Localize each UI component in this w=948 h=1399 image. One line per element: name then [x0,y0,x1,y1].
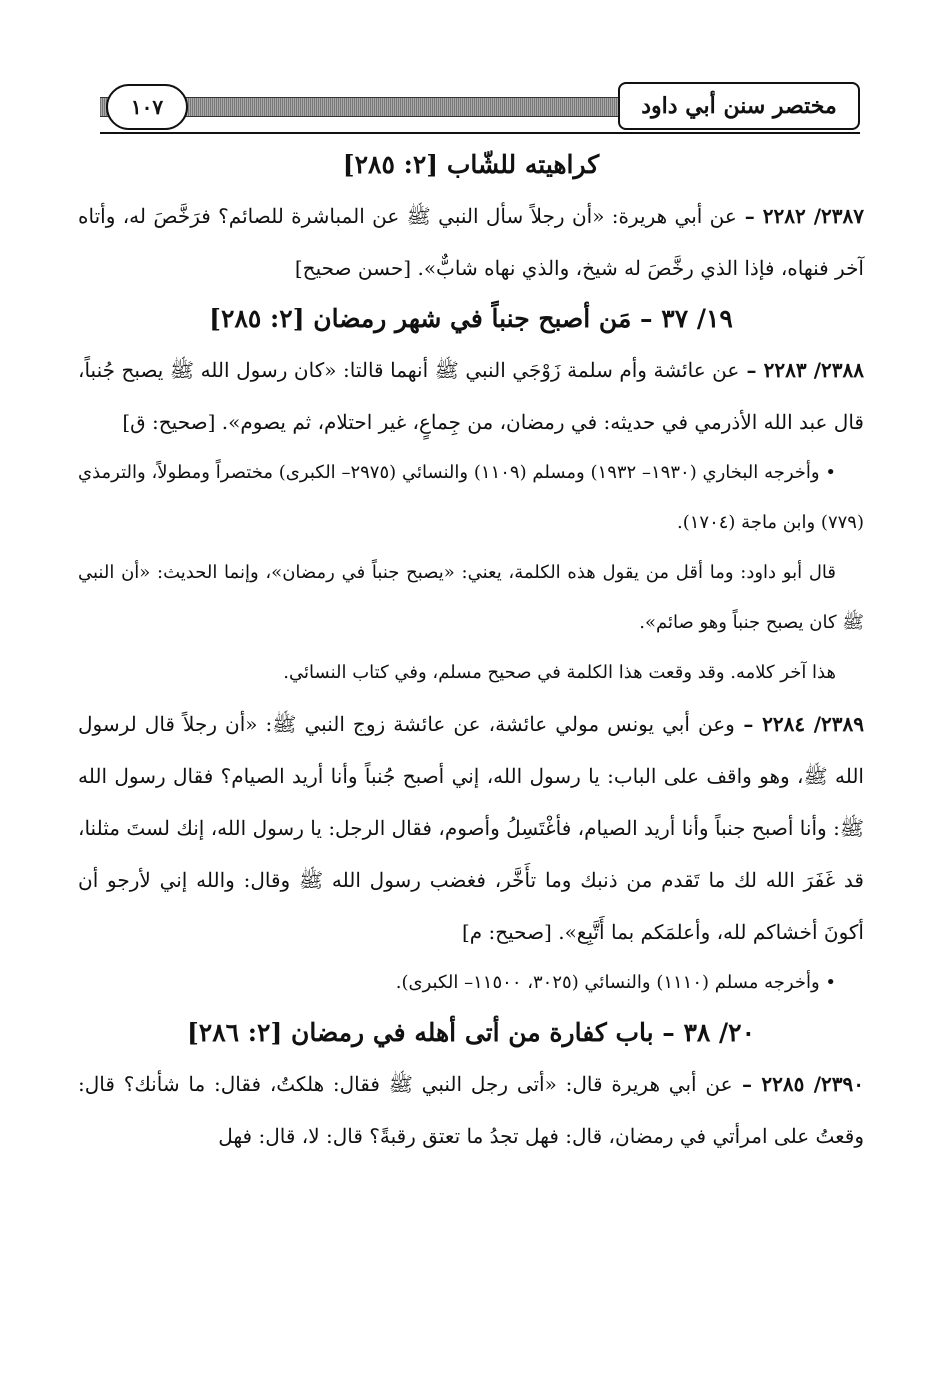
hadith-number: ٢٣٨٧/ ٢٢٨٢ – [736,204,864,228]
page-content [78,140,864,1162]
header-divider [100,132,860,134]
hadith-paragraph [78,344,864,448]
hadith-paragraph [78,698,864,958]
hadith-number: ٢٣٩٠/ ٢٢٨٥ – [732,1072,864,1096]
book-title: مختصر سنن أبي داود [618,82,860,130]
hadith-paragraph [78,1058,864,1162]
commentary-note: هذا آخر كلامه. وقد وقعت هذا الكلمة في صحيح مسلم، وفي كتاب النسائي. [283,662,836,683]
section-heading: كراهيته للشّاب [٢: ٢٨٥] [342,150,600,179]
hadith-text: عن عائشة وأم سلمة زَوْجَي النبي ﷺ أنهما قالتا: «كان رسول الله ﷺ يصبح جُنباً، قال عبد الله الأذرمي في حديثه: في رمضان، من جِماعٍ، غير احتلام، ثم يصوم». [صحيح: ق] [78,358,864,434]
page-header [100,84,860,136]
page-number: ١٠٧ [106,84,188,130]
takhrij-note: • وأخرجه البخاري (١٩٣٠– ١٩٣٢) ومسلم (١١٠٩) والنسائي (٢٩٧٥– الكبرى) مختصراً ومطولاً، والترمذي (٧٧٩) وابن ماجة (١٧٠٤). [78,462,864,533]
chapter-heading: ٢٠/ ٣٨ – باب كفارة من أتى أهله في رمضان [٢: ٢٨٦] [186,1018,756,1047]
hadith-number: ٢٣٨٨/ ٢٢٨٣ – [739,358,864,382]
hadith-text: عن أبي هريرة: «أن رجلاً سأل النبي ﷺ عن المباشرة للصائم؟ فرَخَّصَ له، وأتاه آخر فنهاه، فإذا الذي رخَّصَ له شيخ، والذي نهاه شابٌّ». [حسن صحيح] [78,204,864,280]
takhrij-note: • وأخرجه مسلم (١١١٠) والنسائي (٣٠٢٥، ١١٥٠٠– الكبرى). [395,972,836,993]
hadith-text: وعن أبي يونس مولي عائشة، عن عائشة زوج النبي ﷺ: «أن رجلاً قال لرسول الله ﷺ، وهو واقف على الباب: يا رسول الله، إني أصبح جُنباً وأنا أريد الصيام؟ فقال رسول الله ﷺ: وأنا أصبح جنباً وأنا أريد الصيام، فأغْتَسِلُ وأصوم، فقال الرجل: يا رسول الله، إنك لستَ مثلنا، قد غَفَرَ الله لك ما تَقدم من ذنبك وما تأَخَّر، فغضب رسول الله ﷺ وقال: والله إني لأرجو أن أكونَ أخشاكم لله، وأعلمَكم بما أَتَّبِع». [صحيح: م] [78,712,864,944]
hadith-number: ٢٣٨٩/ ٢٢٨٤ – [734,712,864,736]
chapter-heading: ١٩/ ٣٧ – مَن أصبح جنباً في شهر رمضان [٢: ٢٨٥] [209,304,733,333]
hadith-text: عن أبي هريرة قال: «أتى رجل النبي ﷺ فقال: هلكتُ، فقال: ما شأنك؟ قال: وقعتُ على امرأتي في رمضان، قال: فهل تجدُ ما تعتق رقبةً؟ قال: لا، قال: فهل [78,1072,864,1148]
commentary-note: قال أبو داود: وما أقل من يقول هذه الكلمة، يعني: «يصبح جنباً في رمضان»، وإنما الحديث: «أن النبي ﷺ كان يصبح جنباً وهو صائم». [78,562,864,633]
hadith-paragraph [78,190,864,294]
